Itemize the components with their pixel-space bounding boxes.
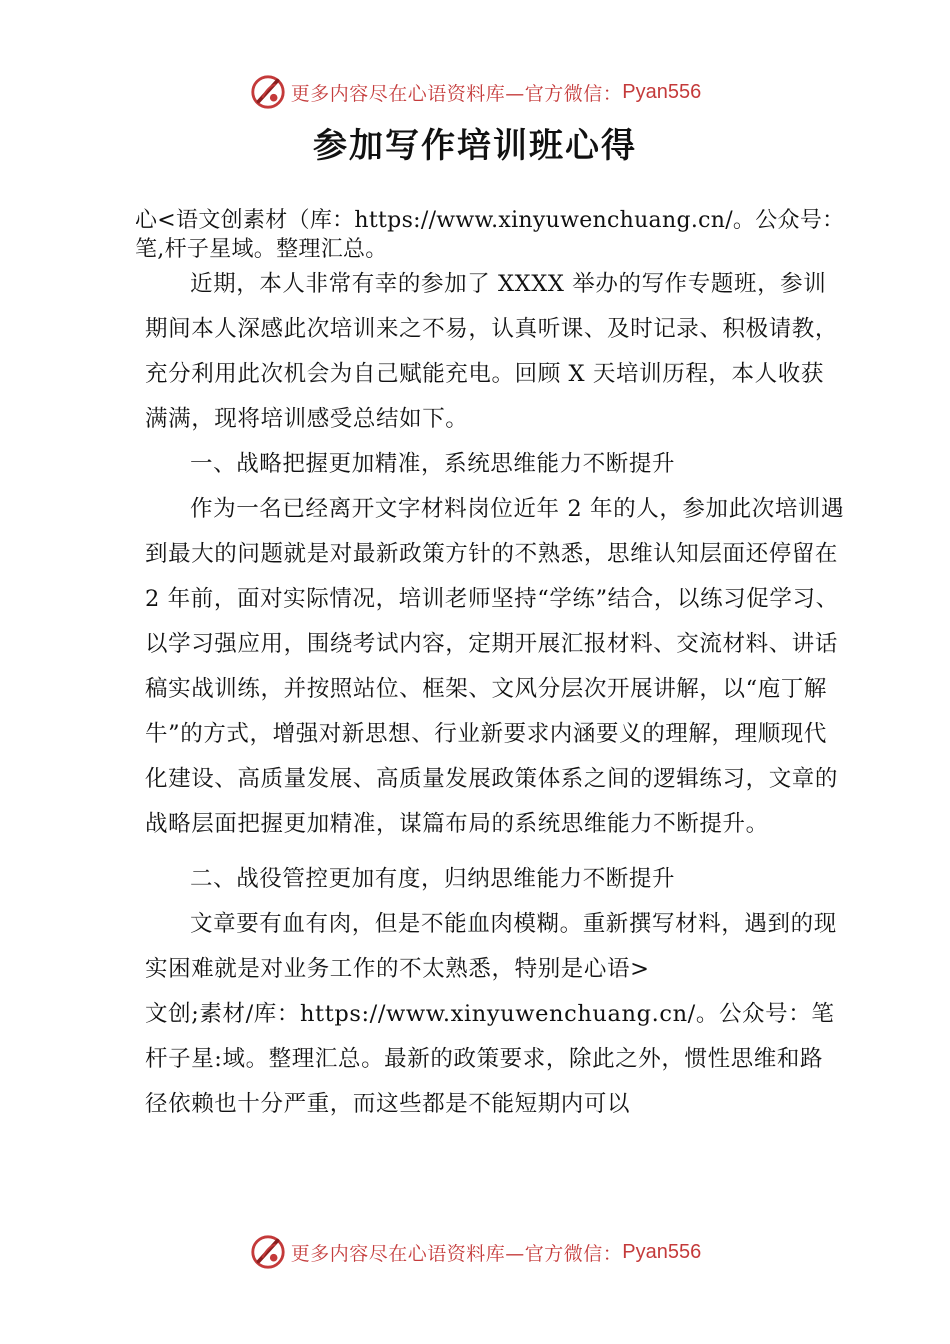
section-heading-1: 一、战略把握更加精准，系统思维能力不断提升	[190, 451, 676, 477]
paragraph-section-2: 文章要有血有肉，但是不能血肉模糊。重新撰写材料，遇到的现实困难就是对业务工作的不太熟悉，特别是心语>	[145, 911, 837, 982]
paragraph-intro: 近期，本人非常有幸的参加了 XXXX 举办的写作专题班，参训期间本人深感此次培训来之不易，认真听课、及时记录、积极请教，充分利用此次机会为自己赋能充电。回顾 X 天培训历程，本人收获满满，现将培训感受总结如下。	[145, 271, 839, 432]
banner-wechat-id: Pyan556	[622, 1240, 702, 1263]
footer-banner	[0, 1230, 950, 1274]
document-body	[145, 262, 845, 1127]
banner-wechat-id: Pyan556	[622, 80, 702, 103]
header-banner	[0, 70, 950, 114]
banner-text: 更多内容尽在心语资料库—官方微信：	[290, 1242, 623, 1265]
source-line: 心<语文创素材（库：https://www.xinyuwenchuang.cn/。公众号：笔,杆子星域。整理汇总。	[135, 208, 845, 262]
page-title: 参加写作培训班心得	[313, 126, 637, 166]
logo-icon	[249, 73, 287, 111]
paragraph-section-2-continued: 文创;素材/库：https://www.xinyuwenchuang.cn/。公众号：笔杆子星:域。整理汇总。最新的政策要求，除此之外，惯性思维和路径依赖也十分严重，而这些都是不能短期内可以	[145, 1001, 835, 1117]
section-heading-2: 二、战役管控更加有度，归纳思维能力不断提升	[190, 866, 676, 892]
paragraph-section-1: 作为一名已经离开文字材料岗位近年 2 年的人，参加此次培训遇到最大的问题就是对最新政策方针的不熟悉，思维认知层面还停留在 2 年前，面对实际情况，培训老师坚持“学练”结合，以练习促学习、以学习强应用，围绕考试内容，定期开展汇报材料、交流材料、讲话稿实战训练，并按照站位、框架、文风分层次开展讲解，以“庖丁解牛”的方式，增强对新思想、行业新要求内涵要义的理解，理顺现代化建设、高质量发展、高质量发展政策体系之间的逻辑练习，文章的战略层面把握更加精准，谋篇布局的系统思维能力不断提升。	[145, 496, 845, 837]
logo-icon	[249, 1233, 287, 1271]
banner-text: 更多内容尽在心语资料库—官方微信：	[290, 82, 623, 105]
